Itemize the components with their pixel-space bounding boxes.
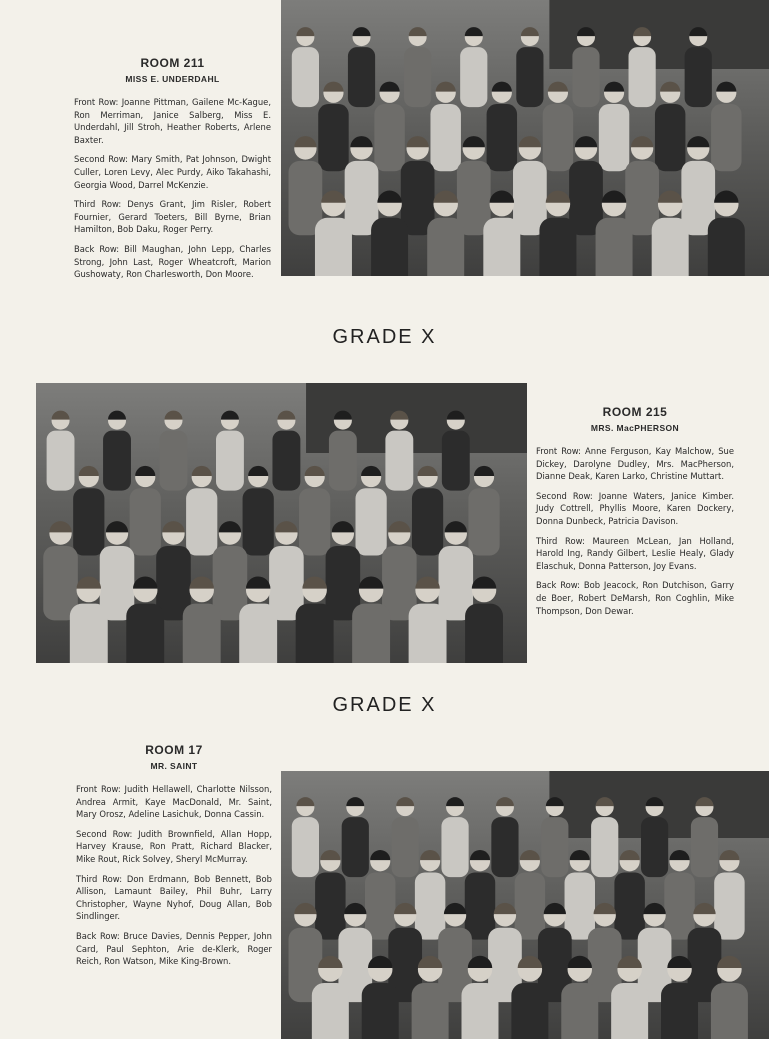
student-figure xyxy=(292,797,319,877)
student-figure xyxy=(625,136,659,235)
student-figure xyxy=(342,797,369,877)
student-figure xyxy=(243,466,274,556)
student-figure xyxy=(355,466,386,556)
student-figure xyxy=(711,82,741,172)
student-figure xyxy=(655,82,685,172)
teacher-name: MISS E. UNDERDAHL xyxy=(125,74,220,84)
student-figure xyxy=(468,466,499,556)
student-figure xyxy=(103,411,131,491)
class-photo-figures xyxy=(281,771,769,1039)
student-figure xyxy=(186,466,217,556)
student-figure xyxy=(382,521,417,620)
front-row-names: Front Row: Joanne Pittman, Gailene Mc-Kague, Ron Merriman, Janice Salberg, Miss E. Underdahl, Jill Stroh, Heather Roberts, Arlene Baxter. xyxy=(74,97,271,145)
student-figure xyxy=(318,82,348,172)
student-figure xyxy=(664,850,694,940)
student-figure xyxy=(404,27,431,107)
student-figure xyxy=(465,850,495,940)
student-figure xyxy=(543,82,573,172)
student-figure xyxy=(43,521,78,620)
student-figure xyxy=(374,82,404,172)
room-17-caption xyxy=(76,743,272,975)
class-photo-room-215 xyxy=(36,383,527,663)
student-figure xyxy=(491,797,518,877)
student-figure xyxy=(401,136,435,235)
grade-heading: GRADE X xyxy=(332,694,437,716)
student-figure xyxy=(160,411,188,491)
student-figure xyxy=(315,850,345,940)
second-row-names: Second Row: Judith Brownfield, Allan Hopp, Harvey Krause, Ron Pratt, Richard Blacker, Mike Rout, Rick Solvey, Sheryl McMurray. xyxy=(76,828,272,864)
student-figure xyxy=(460,27,487,107)
student-figure xyxy=(272,411,300,491)
class-photo-room-17 xyxy=(281,771,769,1039)
student-figure xyxy=(681,136,715,235)
back-row-names: Back Row: Bill Maughan, John Lepp, Charles Strong, John Last, Roger Wheatcroft, Marion Gushowaty, Ron Charlesworth, Don Moore. xyxy=(74,243,271,280)
student-figure xyxy=(457,136,491,235)
room-211-caption xyxy=(74,56,271,288)
student-figure xyxy=(348,27,375,107)
student-figure xyxy=(130,466,161,556)
student-figure xyxy=(487,82,517,172)
student-figure xyxy=(430,82,460,172)
student-figure xyxy=(345,136,379,235)
student-figure xyxy=(156,521,191,620)
student-figure xyxy=(100,521,135,620)
back-row-names: Back Row: Bob Jeacock, Ron Dutchison, Garry de Boer, Robert DeMarsh, Ron Coghlin, Mike Thompson, Don Dewar. xyxy=(536,580,734,616)
student-figure xyxy=(441,797,468,877)
student-figure xyxy=(439,521,474,620)
room-title: ROOM 211 xyxy=(140,56,205,70)
student-figure xyxy=(216,411,244,491)
student-figure xyxy=(513,136,547,235)
student-figure xyxy=(365,850,395,940)
student-figure xyxy=(515,850,545,940)
student-figure xyxy=(73,466,104,556)
student-figure xyxy=(213,521,248,620)
teacher-name: MR. SAINT xyxy=(150,761,198,771)
student-figure xyxy=(292,27,319,107)
third-row-names: Third Row: Maureen McLean, Jan Holland, Harold Ing, Randy Gilbert, Leslie Healy, Glady Elaschuk, Donna Patterson, Joy Evans. xyxy=(536,535,734,571)
student-figure xyxy=(599,82,629,172)
class-photo-figures xyxy=(36,383,527,663)
second-row-names: Second Row: Mary Smith, Pat Johnson, Dwight Culler, Loren Levy, Alec Purdy, Aiko Takahashi, Georgia Wood, Darrel McKenzie. xyxy=(74,154,271,190)
student-figure xyxy=(614,850,644,940)
student-figure xyxy=(714,850,744,940)
student-figure xyxy=(412,466,443,556)
student-figure xyxy=(299,466,330,556)
third-row-names: Third Row: Denys Grant, Jim Risler, Robert Fournier, Gerard Toeters, Bill Byrne, Brian Hamilton, Bob Daku, Roger Perry. xyxy=(74,199,271,235)
front-row-names: Front Row: Judith Hellawell, Charlotte Nilsson, Andrea Armit, Kaye MacDonald, Mr. Saint, Mary Orosz, Adeline Lasichuk, Donna Cassin. xyxy=(76,784,272,820)
class-photo-figures xyxy=(281,0,769,276)
student-figure xyxy=(565,850,595,940)
class-photo-room-211 xyxy=(281,0,769,276)
room-title: ROOM 215 xyxy=(602,405,668,419)
student-figure xyxy=(289,136,323,235)
student-figure xyxy=(269,521,304,620)
third-row-names: Third Row: Don Erdmann, Bob Bennett, Bob Allison, Lamaunt Bailey, Phil Buhr, Larry Christopher, Wayne Nyhof, Doug Allan, Bob Sindlinger. xyxy=(76,873,272,922)
back-row-names: Back Row: Bruce Davies, Dennis Pepper, John Card, Paul Sephton, Arie de-Klerk, Roger Reich, Ron Watson, Mike King-Brown. xyxy=(76,930,272,967)
student-figure xyxy=(415,850,445,940)
front-row-names: Front Row: Anne Ferguson, Kay Malchow, Sue Dickey, Darolyne Dudley, Mrs. MacPherson, Dianne Deak, Karen Larko, Christine Muttart. xyxy=(536,446,734,482)
student-figure xyxy=(47,411,75,491)
room-215-caption xyxy=(536,405,734,624)
student-figure xyxy=(516,27,543,107)
student-figure xyxy=(569,136,603,235)
student-figure xyxy=(326,521,361,620)
teacher-name: MRS. MacPHERSON xyxy=(590,423,680,433)
grade-heading: GRADE X xyxy=(332,326,437,348)
second-row-names: Second Row: Joanne Waters, Janice Kimber. Judy Cottrell, Phyllis Moore, Karen Dockery, Donna Dunbeck, Patricia Davison. xyxy=(536,490,734,526)
student-figure xyxy=(392,797,419,877)
room-title: ROOM 17 xyxy=(145,743,203,757)
